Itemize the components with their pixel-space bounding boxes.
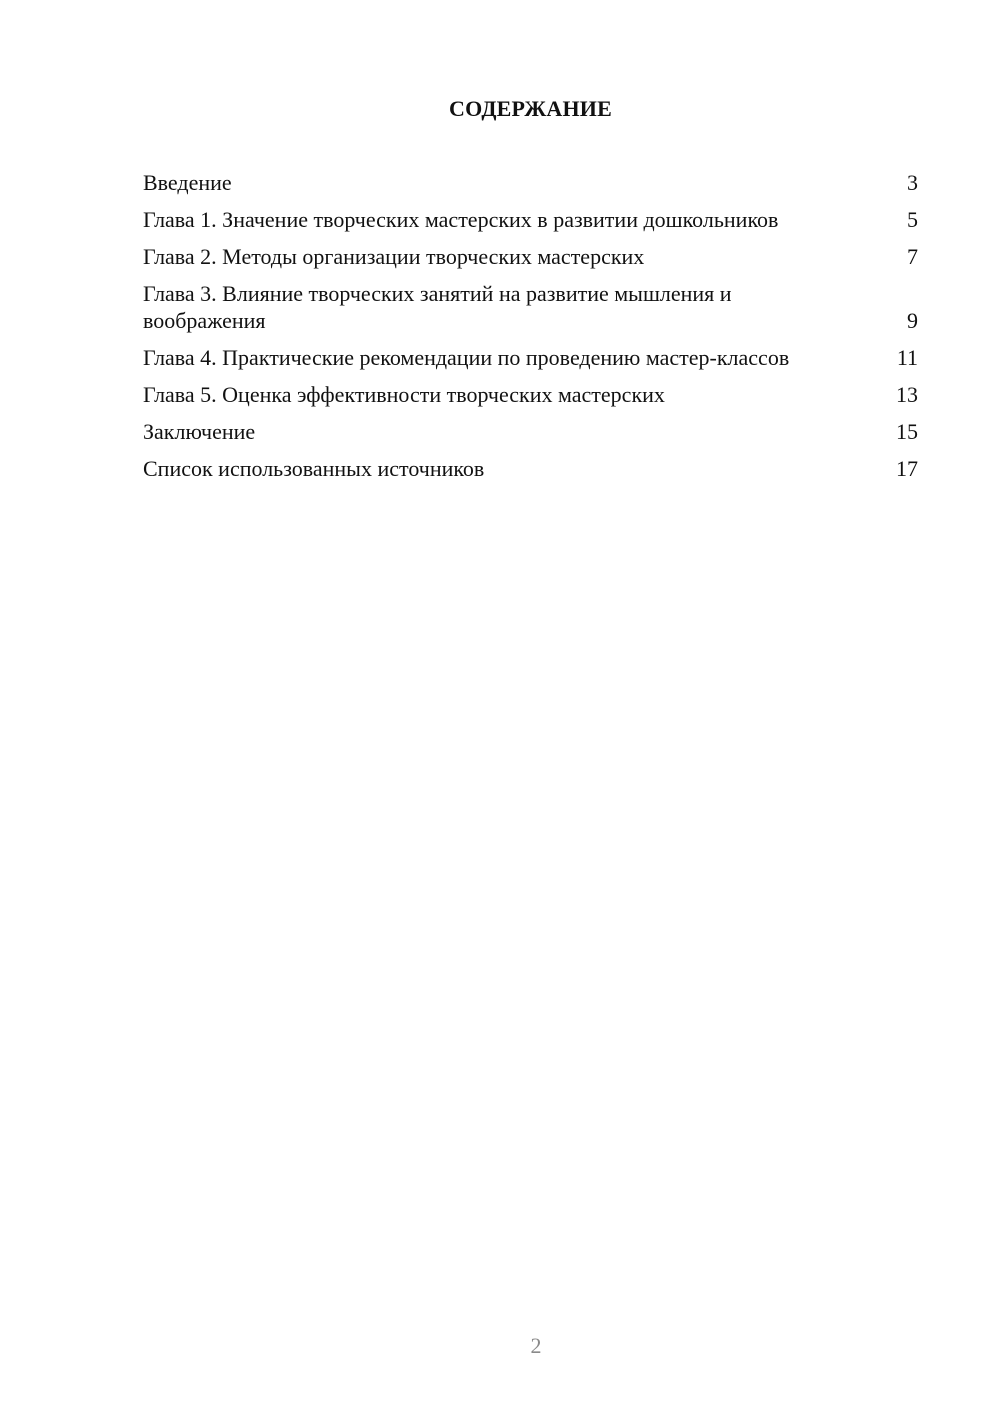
toc-entry-label: Глава 4. Практические рекомендации по проведению мастер-классов: [143, 344, 790, 370]
toc-entry-page: 17: [896, 455, 918, 481]
toc-entry-page: 5: [907, 207, 918, 232]
page-number: 2: [530, 1333, 542, 1358]
toc-entry-label: Глава 1. Значение творческих мастерских в развитии дошкольников: [143, 207, 779, 232]
toc-entry-references[interactable]: [143, 456, 918, 483]
toc-entry-page: 15: [896, 418, 918, 444]
toc-entry-page: 9: [907, 307, 918, 333]
toc-entry-label: Глава 5. Оценка эффективности творческих мастерских: [143, 381, 665, 407]
toc-entry-label: Список использованных источников: [143, 455, 485, 481]
toc-entry-conclusion[interactable]: [143, 419, 918, 446]
toc-entry-label: Глава 2. Методы организации творческих мастерских: [143, 244, 645, 269]
toc-entry-label: Глава 3. Влияние творческих занятий на развитие мышления и воображения: [143, 281, 732, 333]
table-of-contents: [143, 170, 918, 493]
toc-entry-chapter-5[interactable]: [143, 382, 918, 409]
toc-title: СОДЕРЖАНИЕ: [449, 96, 612, 121]
toc-entry-chapter-1[interactable]: [143, 207, 918, 234]
toc-entry-page: 11: [896, 344, 918, 370]
toc-entry-label: Введение: [143, 170, 232, 195]
toc-entry-page: 7: [907, 244, 918, 269]
toc-entry-chapter-4[interactable]: [143, 345, 918, 372]
toc-entry-page: 13: [896, 381, 918, 407]
toc-entry-chapter-3[interactable]: [143, 281, 918, 334]
toc-entry-page: 3: [907, 170, 918, 195]
toc-entry-introduction[interactable]: [143, 170, 918, 197]
toc-entry-label: Заключение: [143, 418, 256, 444]
toc-entry-chapter-2[interactable]: [143, 244, 918, 271]
